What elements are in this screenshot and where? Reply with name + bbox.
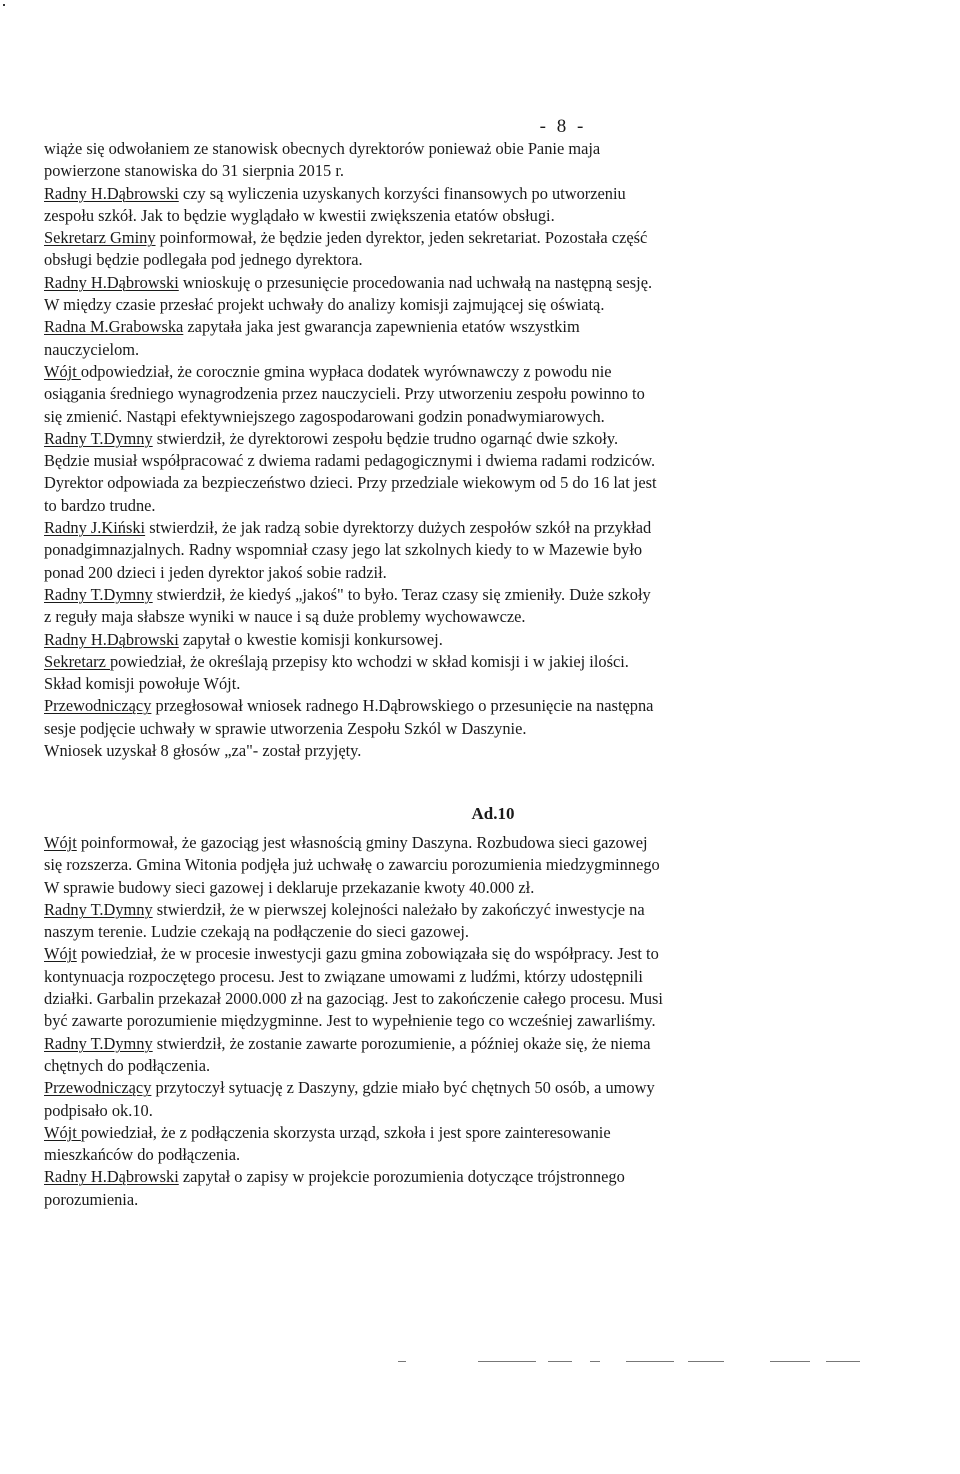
text-line [44, 272, 864, 294]
line-text: zapytał o kwestie komisji konkursowej. [178, 629, 443, 649]
scan-mark [3, 4, 5, 6]
line-text: ponad 200 dzieci i jeden dyrektor jakoś sobie radził. [44, 562, 387, 582]
text-line [44, 1033, 864, 1055]
text-line [44, 361, 864, 383]
speaker-name: Sekretarz [44, 651, 110, 671]
text-line [44, 651, 864, 673]
text-line [44, 1122, 864, 1144]
speaker-name: Wójt [44, 361, 81, 381]
text-line [44, 1100, 864, 1122]
footer-rule-segment [626, 1361, 674, 1362]
line-text: stwierdził, że w pierwszej kolejności należało by zakończyć inwestycje na [152, 899, 645, 919]
text-line [44, 539, 864, 561]
speaker-name: Przewodniczący [44, 696, 152, 716]
page-number [0, 116, 960, 138]
line-text: powiedział, że z podłączenia skorzysta urząd, szkoła i jest spore zainteresowanie [80, 1122, 611, 1142]
line-text: z reguły maja słabsze wyniki w nauce i są duże problemy wychowawcze. [44, 607, 526, 627]
text-line [44, 205, 864, 227]
speaker-name: Radny H.Dąbrowski [44, 1167, 179, 1187]
line-text: to bardzo trudne. [44, 495, 156, 515]
speaker-name: Radny T.Dymny [44, 899, 153, 919]
line-text: zapytała jaka jest gwarancja zapewnienia etatów wszystkim [183, 317, 580, 337]
line-text: W sprawie budowy sieci gazowej i deklaruje przekazanie kwoty 40.000 zł. [44, 877, 535, 897]
text-line [44, 921, 864, 943]
text-line [44, 428, 864, 450]
speaker-name: Radna M.Grabowska [44, 317, 184, 337]
text-line [44, 249, 864, 271]
line-text: porozumienia. [44, 1189, 139, 1209]
line-text: wiąże się odwołaniem ze stanowisk obecnych dyrektorów ponieważ obie Panie maja [44, 139, 601, 158]
text-line [44, 584, 864, 606]
line-text: sesje podjęcie uchwały w sprawie utworzenia Zespołu Szkól w Daszynie. [44, 718, 527, 738]
speaker-name: Radny H.Dąbrowski [44, 629, 179, 649]
text-line [44, 406, 864, 428]
line-text: obsługi będzie podlegała pod jednego dyrektora. [44, 250, 363, 270]
page-number-text: - 8 - [539, 116, 587, 137]
text-line [44, 1055, 864, 1077]
line-text: powiedział, że w procesie inwestycji gazu gmina zobowiązała się do współpracy. Jest to [76, 944, 659, 964]
footer-rule-segment [590, 1361, 600, 1362]
text-line [44, 294, 864, 316]
line-text: Wniosek uzyskał 8 głosów „za"- został przyjęty. [44, 741, 362, 761]
section-heading-text: Ad.10 [471, 804, 515, 823]
line-text: zespołu szkół. Jak to będzie wyglądało w kwestii zwiększenia etatów obsługi. [44, 205, 555, 225]
footer-rule-segment [478, 1361, 536, 1362]
footer-rule-segment [826, 1361, 860, 1362]
text-line [44, 695, 864, 717]
line-text: stwierdził, że jak radzą sobie dyrektorzy dużych zespołów szkół na przykład [145, 518, 652, 538]
line-text: Będzie musiał współpracować z dwiema radami pedagogicznymi i dwiema radami rodziców. [44, 451, 656, 471]
text-line [44, 988, 864, 1010]
text-line [44, 1077, 864, 1099]
speaker-name: Radny H.Dąbrowski [44, 183, 179, 203]
line-text: stwierdził, że kiedyś „jakoś" to było. Teraz czasy się zmieniły. Duże szkoły [152, 584, 651, 604]
speaker-name: Wójt [44, 944, 77, 964]
line-text: nauczycielom. [44, 339, 140, 359]
footer-rule-segment [770, 1361, 810, 1362]
text-line [44, 832, 864, 854]
speaker-name: Radny T.Dymny [44, 584, 153, 604]
line-text: stwierdził, że dyrektorowi zespołu będzie trudno ogarnąć dwie szkoły. [152, 428, 619, 448]
line-text: osiągania średniego wynagrodzenia przez nauczycieli. Przy utworzeniu zespołu powinno to [44, 384, 645, 404]
line-text: wnioskuję o przesunięcie procedowania nad uchwałą na następną sesję. [178, 272, 653, 292]
text-line [44, 943, 864, 965]
line-text: działki. Garbalin przekazał 2000.000 zł na gazociąg. Jest to zakończenie całego procesu. Musi [44, 989, 663, 1009]
line-text: się zmienić. Nastąpi efektywniejszego zagospodarowani godzin ponadwymiarowych. [44, 406, 605, 426]
text-line [44, 183, 864, 205]
line-text: przytoczył sytuację z Daszyny, gdzie miało być chętnych 50 osób, a umowy [151, 1078, 655, 1098]
line-text: naszym terenie. Ludzie czekają na podłączenie do sieci gazowej. [44, 922, 470, 942]
text-line [44, 562, 864, 584]
text-line [44, 160, 864, 182]
text-line [44, 854, 864, 876]
text-line [44, 629, 864, 651]
line-text: powierzone stanowiska do 31 sierpnia 2015 r. [44, 161, 344, 181]
line-text: mieszkańców do podłączenia. [44, 1145, 241, 1165]
line-text: Dyrektor odpowiada za bezpieczeństwo dzieci. Przy przedziale wiekowym od 5 do 16 lat jest [44, 473, 657, 493]
line-text: przegłosował wniosek radnego H.Dąbrowskiego o przesunięcie na następna [151, 696, 654, 716]
text-line [44, 1166, 864, 1188]
speaker-name: Radny J.Kiński [44, 518, 146, 538]
speaker-name: Radny T.Dymny [44, 1033, 153, 1053]
line-text: chętnych do podłączenia. [44, 1055, 211, 1075]
text-line [44, 517, 864, 539]
line-text: podpisało ok.10. [44, 1100, 153, 1120]
section-heading [0, 804, 960, 824]
line-text: poinformował, że będzie jeden dyrektor, jeden sekretariat. Pozostała część [155, 228, 648, 248]
line-text: ponadgimnazjalnych. Radny wspomniał czasy jego lat szkolnych kiedy to w Mazewie było [44, 540, 643, 560]
text-line [44, 495, 864, 517]
text-line [44, 606, 864, 628]
footer-rule-segment [548, 1361, 572, 1362]
line-text: stwierdził, że zostanie zawarte porozumienie, a później okaże się, że niema [152, 1033, 651, 1053]
text-line [44, 877, 864, 899]
footer-rule-segment [398, 1361, 406, 1362]
text-line [44, 472, 864, 494]
text-line [44, 966, 864, 988]
speaker-name: Sekretarz Gminy [44, 228, 156, 248]
text-line [44, 1144, 864, 1166]
line-text: poinformował, że gazociąg jest własnością gminy Daszyna. Rozbudowa sieci gazowej [76, 833, 648, 852]
text-line [44, 1010, 864, 1032]
footer-rule-segment [688, 1361, 724, 1362]
speaker-name: Radny T.Dymny [44, 428, 153, 448]
text-line [44, 316, 864, 338]
speaker-name: Przewodniczący [44, 1078, 152, 1098]
text-line [44, 339, 864, 361]
text-line [44, 383, 864, 405]
text-line [44, 1189, 864, 1211]
protocol-text-block-1 [44, 138, 864, 762]
line-text: się rozszerza. Gmina Witonia podjęła już uchwałę o zawarciu porozumienia miedzygminnego [44, 855, 660, 875]
text-line [44, 138, 864, 160]
text-line [44, 450, 864, 472]
line-text: być zawarte porozumienie międzygminne. Jest to wypełnienie tego co wcześniej zawarliśmy. [44, 1011, 656, 1031]
line-text: zapytał o zapisy w projekcie porozumienia dotyczące trójstronnego [178, 1167, 625, 1187]
text-line [44, 227, 864, 249]
speaker-name: Radny H.Dąbrowski [44, 272, 179, 292]
speaker-name: Wójt [44, 1122, 81, 1142]
line-text: W między czasie przesłać projekt uchwały do analizy komisji zajmującej się oświatą. [44, 295, 605, 315]
line-text: Skład komisji powołuje Wójt. [44, 674, 241, 694]
text-line [44, 718, 864, 740]
text-line [44, 740, 864, 762]
line-text: czy są wyliczenia uzyskanych korzyści finansowych po utworzeniu [178, 183, 626, 203]
protocol-text-block-2 [44, 832, 864, 1211]
line-text: odpowiedział, że corocznie gmina wypłaca dodatek wyrównawczy z powodu nie [80, 361, 612, 381]
line-text: kontynuacja rozpoczętego procesu. Jest to związane umowami z ludźmi, którzy udostępnili [44, 966, 643, 986]
text-line [44, 673, 864, 695]
line-text: powiedział, że określają przepisy kto wchodzi w skład komisji i w jakiej ilości. [109, 651, 629, 671]
text-line [44, 899, 864, 921]
speaker-name: Wójt [44, 833, 77, 852]
